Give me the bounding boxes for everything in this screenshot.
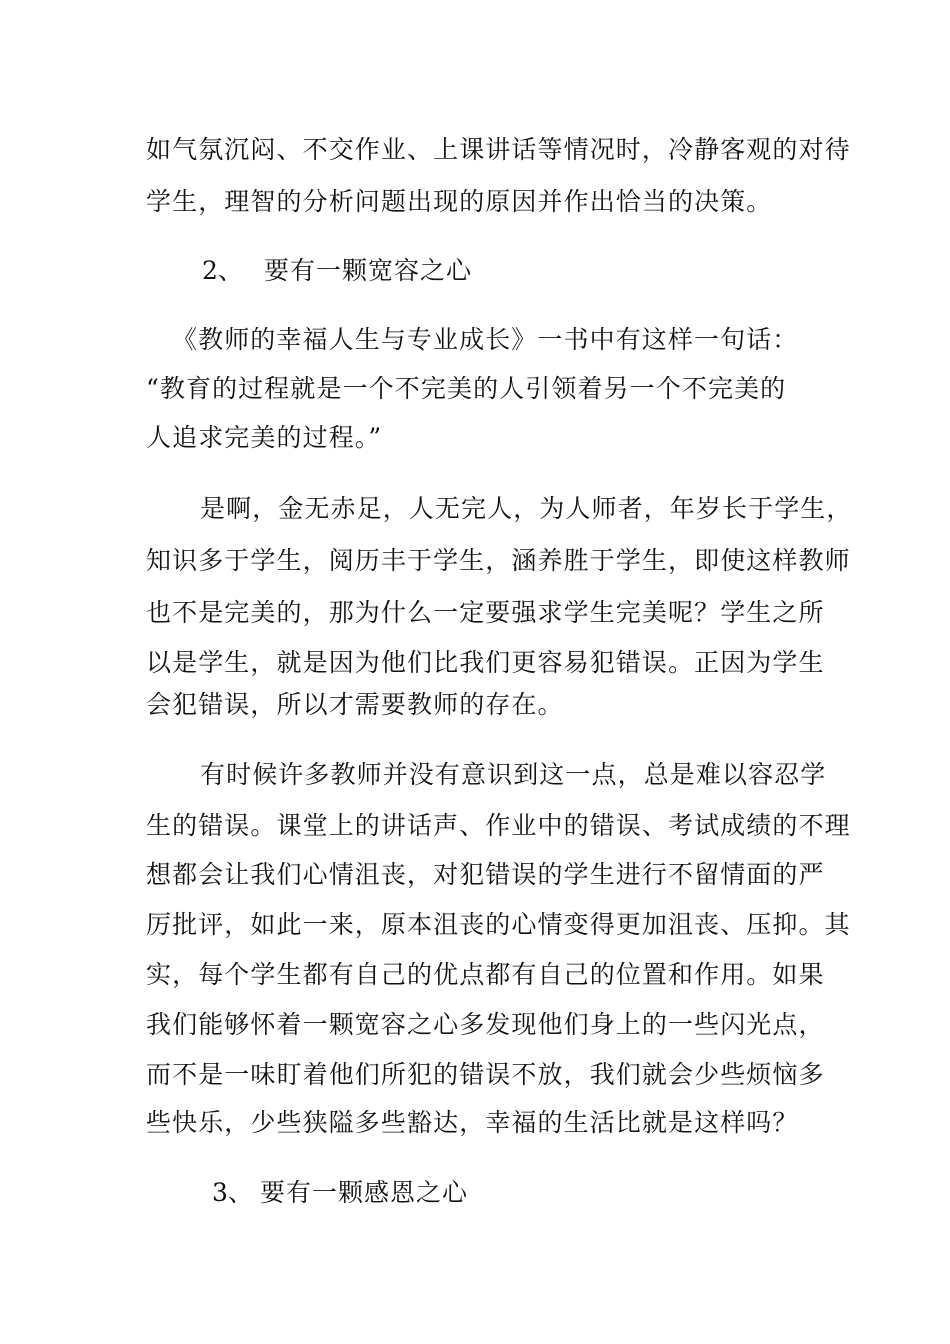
section-heading-3-number: 3、 xyxy=(212,1178,253,1207)
paragraph-3-line-8: 些快乐，少些狭隘多些豁达，幸福的生活比就是这样吗？ xyxy=(146,1108,799,1137)
paragraph-2-line-5: 会犯错误，所以才需要教师的存在。 xyxy=(146,690,564,719)
section-heading-2 xyxy=(202,256,502,286)
paragraph-3-line-6: 我们能够怀着一颗宽容之心多发现他们身上的一些闪光点， xyxy=(146,1010,825,1039)
section-heading-3 xyxy=(212,1178,512,1208)
paragraph-2-line-3: 也不是完美的，那为什么一定要强求学生完美呢？学生之所 xyxy=(146,598,825,627)
section-heading-2-text: 要有一颗宽容之心 xyxy=(264,256,473,285)
paragraph-2-line-4: 以是学生，就是因为他们比我们更容易犯错误。正因为学生 xyxy=(146,648,825,677)
paragraph-intro-line-1: 如气氛沉闷、不交作业、上课讲话等情况时，冷静客观的对待 xyxy=(146,135,851,164)
paragraph-3-line-1: 有时候许多教师并没有意识到这一点，总是难以容忍学 xyxy=(200,760,827,789)
paragraph-3-line-2: 生的错误。课堂上的讲话声、作业中的错误、考试成绩的不理 xyxy=(146,811,851,840)
quote-paragraph-line-3: 人追求完美的过程。” xyxy=(146,423,383,452)
quote-paragraph-line-1: 《教师的幸福人生与专业成长》一书中有这样一句话： xyxy=(172,325,799,354)
paragraph-2-line-1: 是啊，金无赤足，人无完人，为人师者，年岁长于学生， xyxy=(200,494,853,523)
quote-paragraph-line-2: “教育的过程就是一个不完美的人引领着另一个不完美的 xyxy=(146,374,787,403)
paragraph-3-line-7: 而不是一味盯着他们所犯的错误不放，我们就会少些烦恼多 xyxy=(146,1060,825,1089)
section-heading-2-number: 2、 xyxy=(202,256,243,285)
paragraph-3-line-3: 想都会让我们心情沮丧，对犯错误的学生进行不留情面的严 xyxy=(146,860,825,889)
paragraph-2-line-2: 知识多于学生，阅历丰于学生，涵养胜于学生，即使这样教师 xyxy=(146,546,851,575)
paragraph-3-line-4: 厉批评，如此一来，原本沮丧的心情变得更加沮丧、压抑。其 xyxy=(146,910,851,939)
paragraph-intro-line-2: 学生，理智的分析问题出现的原因并作出恰当的决策。 xyxy=(146,187,773,216)
section-heading-3-text: 要有一颗感恩之心 xyxy=(260,1178,469,1207)
paragraph-3-line-5: 实，每个学生都有自己的优点都有自己的位置和作用。如果 xyxy=(146,960,825,989)
